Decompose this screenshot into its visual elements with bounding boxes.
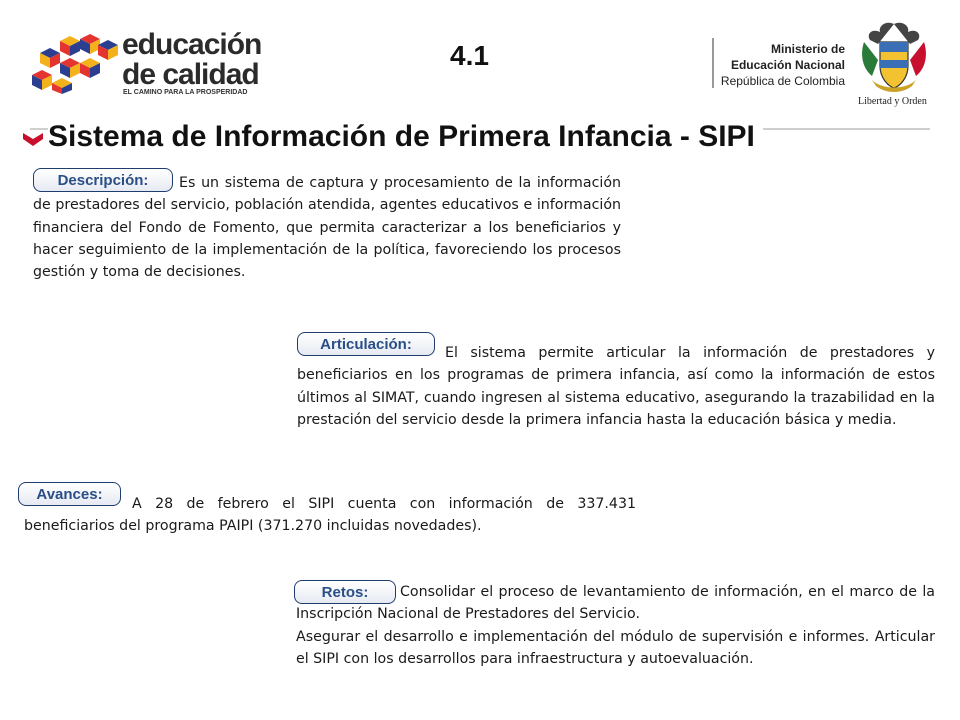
retos-label: Retos: <box>294 580 396 604</box>
articulacion-text-block <box>297 342 935 431</box>
ministry-line3: República de Colombia <box>720 74 845 88</box>
brand-line2: de calidad <box>122 58 259 91</box>
retos-text-block <box>296 581 935 670</box>
ministry-line1: Ministerio de <box>770 42 845 56</box>
descripcion-label: Descripción: <box>33 168 173 192</box>
ministerio-logo <box>700 20 935 112</box>
cubes-mosaic-icon <box>30 34 118 94</box>
avances-label: Avances: <box>18 482 121 506</box>
brand-line1: educación <box>122 28 262 61</box>
brand-tagline: EL CAMINO PARA LA PROSPERIDAD <box>123 89 248 96</box>
descripcion-text: Es un sistema de captura y procesamiento de la información de prestadores del servicio, población atendida, agentes educativos e información financiera del Fondo de Fomento, que permita caracterizar a los beneficiarios y hacer seguimiento de la implementación de la política, favoreciendo los procesos gestión y toma de decisiones. <box>33 175 621 281</box>
section-number: 4.1 <box>450 40 489 71</box>
avances-text-block <box>24 493 636 538</box>
ministry-line2: Educación Nacional <box>730 58 845 72</box>
chevron-marker-icon <box>22 130 44 148</box>
educacion-de-calidad-logo <box>30 28 270 98</box>
crest-motto: Libertad y Orden <box>858 96 927 107</box>
descripcion-text-block <box>33 172 621 283</box>
retos-text-2: Asegurar el desarrollo e implementación del módulo de supervisión e informes. Articular el SIPI con los desarrollos para infraestructura y autoevaluación. <box>296 628 935 667</box>
avances-text: A 28 de febrero el SIPI cuenta con información de 337.431 beneficiarios del programa PAIPI (371.270 incluidas novedades). <box>24 496 636 535</box>
articulacion-text: El sistema permite articular la información de prestadores y beneficiarios en los programas de primera infancia, así como la información de estos últimos al SIMAT, cuando ingresen al sistema educativo, asegurando la trazabilidad en la prestación del servicio desde la primera infancia hasta la educación básica y media. <box>297 345 935 428</box>
retos-text-1: Consolidar el proceso de levantamiento de información, en el marco de la Inscripción Nacional de Prestadores del Servicio. <box>296 584 935 623</box>
logo-divider <box>712 38 714 88</box>
articulacion-label: Articulación: <box>297 332 435 356</box>
coat-of-arms-icon <box>858 20 930 96</box>
page-title: Sistema de Información de Primera Infancia - SIPI <box>48 120 763 154</box>
